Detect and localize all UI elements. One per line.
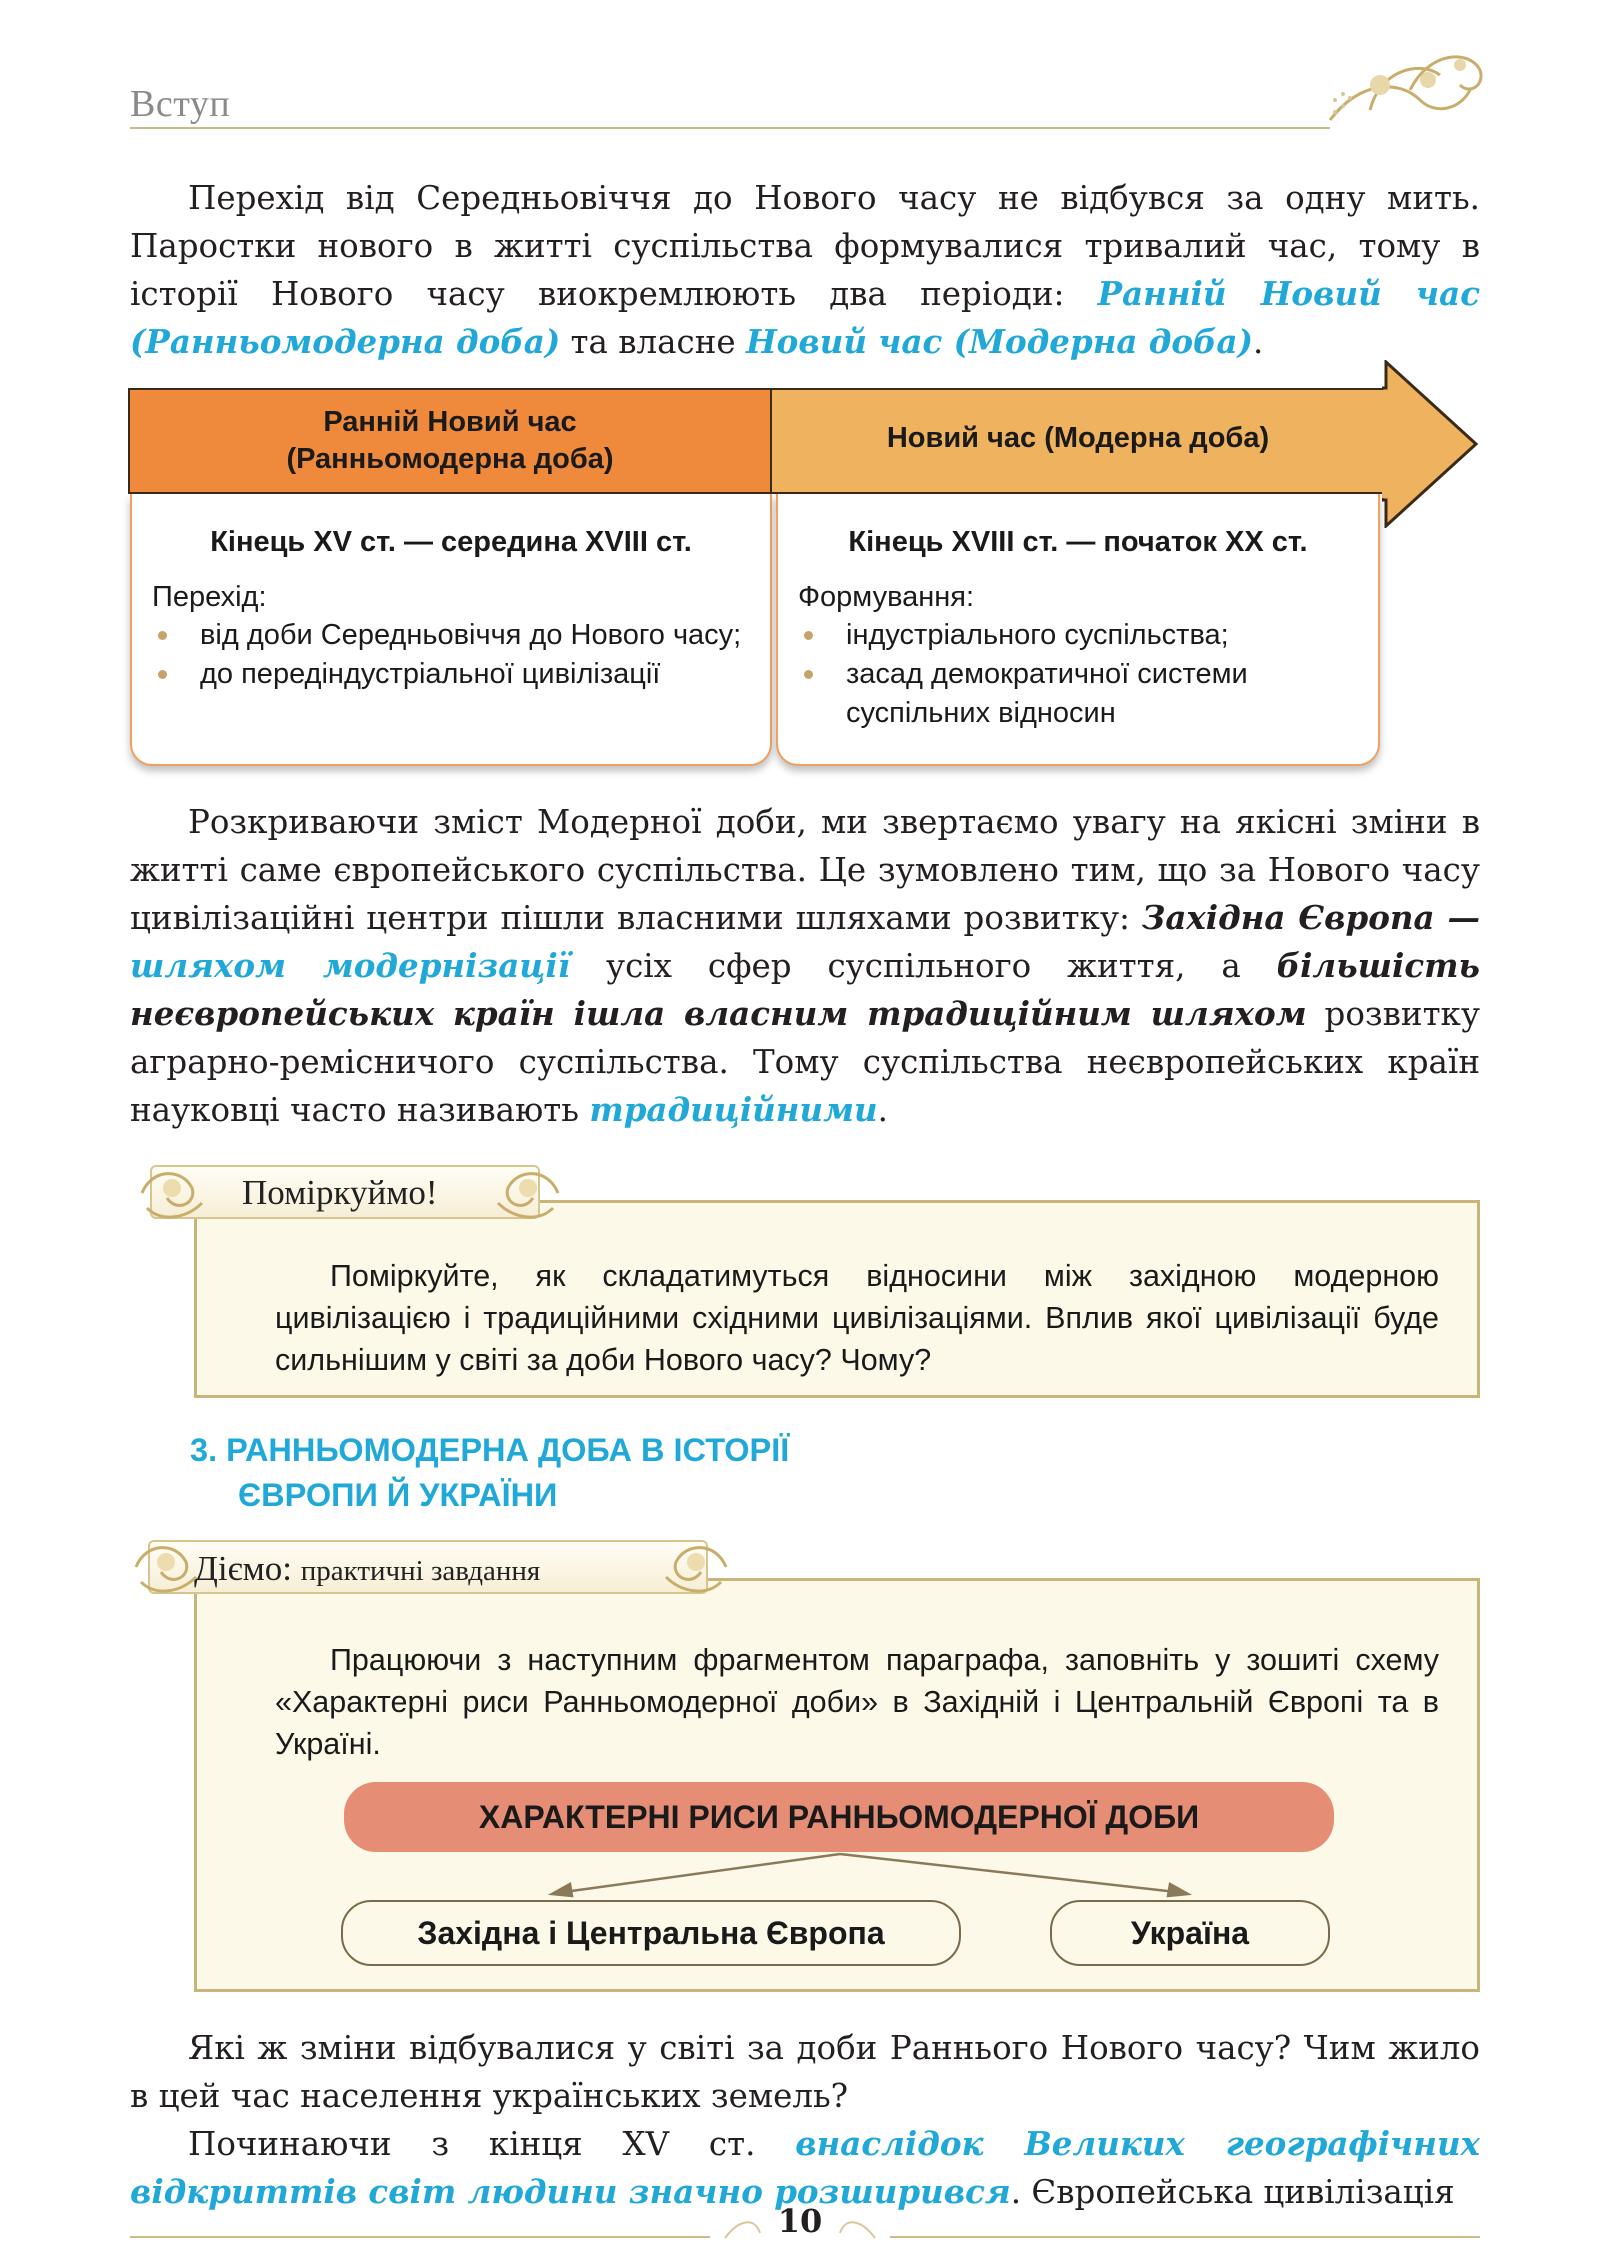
timeline-early-title: Ранній Новий час	[323, 406, 577, 438]
task-label	[148, 1540, 708, 1594]
task-label-sub: практичні завдання	[300, 1555, 541, 1587]
timeline-modern-card	[776, 494, 1380, 766]
body-text: Починаючи з кінця XV ст.	[188, 2125, 796, 2163]
body-text: Розкриваючи зміст Модерної доби, ми звертаємо увагу на якісні зміни в житті саме європейського суспільства. Це зумовлено тим, що за Нового часу цивілізаційні центри пішли власними шляхами розвитку:	[130, 803, 1480, 937]
list-item: засад демократичної системи суспільних відносин	[846, 655, 1378, 733]
footer-divider	[130, 2236, 710, 2238]
intro-paragraph	[130, 174, 1480, 366]
scroll-ornament-icon	[488, 1158, 568, 1228]
think-box	[194, 1200, 1480, 1398]
intro-text: та власне	[560, 323, 746, 361]
term-modern: Новий час (Модерна доба)	[745, 322, 1253, 361]
early-date-range: Кінець XV ст. — середина XVIII ст.	[210, 526, 692, 558]
term-discoveries: внаслідок Великих географічних відкриттів світ людини значно розширився	[130, 2124, 1480, 2211]
body-text: усіх сфер суспільного життя, а	[570, 947, 1277, 985]
list-item: від доби Середньовіччя до Нового часу;	[200, 616, 770, 655]
task-text: Працюючи з наступним фрагментом параграфа, заповніть у зошиті схему «Характерні риси Ранньомодерної доби» в Західній і Центральній Європі та в Україні.	[275, 1643, 1439, 1761]
body-text: . Європейська цивілізація	[1010, 2173, 1455, 2211]
ornament-icon	[1310, 40, 1490, 140]
section-title-line1: 3. РАННЬОМОДЕРНА ДОБА В ІСТОРІЇ	[190, 1432, 790, 1468]
footer-divider	[890, 2236, 1480, 2238]
term-traditional: традиційними	[589, 1090, 878, 1129]
timeline-early-subtitle: (Ранньомодерна доба)	[286, 443, 614, 475]
term-traditional-path: більшість неєвропейських країн ішла власним традиційним шляхом	[130, 946, 1480, 1033]
scheme-arrows	[540, 1852, 1200, 1902]
scheme-title: ХАРАКТЕРНІ РИСИ РАННЬОМОДЕРНОЇ ДОБИ	[344, 1782, 1334, 1852]
early-list	[132, 616, 770, 694]
list-item: індустріального суспільства;	[846, 616, 1378, 655]
early-label: Перехід:	[152, 581, 267, 613]
think-text: Поміркуйте, як складатимуться відносини між західною модерною цивілізацією і традиційними східними цивілізаціями. Вплив якої цивілізації буде сильнішим у світі за доби Нового часу? Чому?	[275, 1259, 1439, 1377]
closing-paragraph	[130, 2024, 1480, 2216]
section-title	[190, 1428, 789, 1518]
body-paragraph	[130, 798, 1480, 1134]
timeline-modern-title: Новий час (Модерна доба)	[886, 422, 1270, 454]
term-western-europe: Західна Європа —	[1141, 898, 1481, 937]
timeline-arrow-icon	[1382, 360, 1478, 528]
chapter-title: Вступ	[130, 83, 231, 125]
term-modernization: шляхом модернізації	[130, 946, 571, 985]
body-text: .	[877, 1091, 888, 1129]
timeline-early-card	[130, 494, 772, 766]
scroll-ornament-icon	[656, 1532, 736, 1602]
scroll-ornament-icon	[132, 1158, 212, 1228]
scheme-box-ukraine: Україна	[1050, 1900, 1330, 1966]
task-label-text	[194, 1549, 540, 1589]
scroll-ornament-icon	[126, 1532, 206, 1602]
intro-text: Перехід від Середньовіччя до Нового часу не відбувся за одну мить. Паростки нового в житті суспільства формувалися тривалий час, тому в історії Нового часу виокремлюють два періоди:	[130, 179, 1480, 313]
scheme-box-western-europe: Західна і Центральна Європа	[341, 1900, 961, 1966]
modern-label: Формування:	[798, 581, 975, 613]
timeline-modern-header	[772, 388, 1384, 494]
think-label-text: Поміркуймо!	[242, 1173, 438, 1212]
body-text: розвитку аграрно-ремісничого суспільства. Тому суспільства неєвропейських країн науковці часто називають	[130, 995, 1480, 1129]
modern-date-range: Кінець XVIII ст. — початок XX ст.	[848, 526, 1308, 558]
section-title-line2: ЄВРОПИ Й УКРАЇНИ	[238, 1477, 558, 1513]
question-text: Які ж зміни відбувалися у світі за доби Раннього Нового часу? Чим жило в цей час населення українських земель?	[130, 2029, 1480, 2115]
header-divider	[130, 127, 1330, 129]
page-number: 10	[777, 2202, 823, 2240]
list-item: до передіндустріальної цивілізації	[200, 655, 770, 694]
modern-list	[778, 616, 1378, 733]
task-label-main: Діємо:	[194, 1549, 292, 1588]
term-early-modern: Ранній Новий час (Ранньомодерна доба)	[130, 274, 1480, 361]
intro-text: .	[1252, 323, 1264, 361]
timeline-early-header	[128, 388, 772, 494]
